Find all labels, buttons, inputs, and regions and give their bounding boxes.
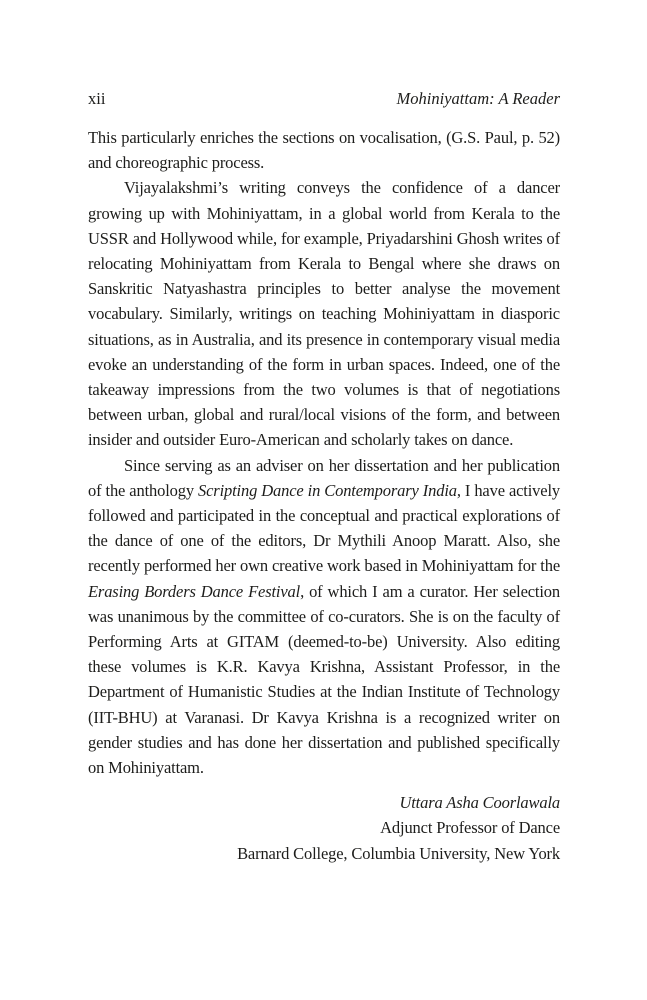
signature-affiliation: Barnard College, Columbia University, New York [237, 843, 560, 863]
text-segment: , of which I am a curator. Her selection was unanimous by the committee of co-curators. She is on the faculty of Performing Arts at GITAM (deemed-to-be) University. Also editing these volumes is K.R. Kavya Krishna, Assistant Professor, in the Department of Humanistic Studies at the Indian Institute of Technology (IIT-BHU) at Varanasi. Dr Kavya Krishna is a recognized writer on gender studies and has done her dissertation and published specifically on Mohiniyattam. [88, 581, 561, 778]
signature-title: Adjunct Professor of Dance [380, 818, 560, 838]
paragraph [88, 125, 560, 175]
text-segment: This particularly enriches the sections on vocalisation, (G.S. Paul, p. 52) and choreographic process. [88, 128, 560, 173]
signature-name: Uttara Asha Coorlawala [399, 793, 560, 813]
body-paragraphs [88, 125, 560, 780]
italic-text-segment: Erasing Borders Dance Festival [88, 581, 301, 601]
page-number: xii [88, 89, 106, 108]
paragraph [88, 453, 560, 781]
text-segment: Vijayalakshmi’s writing conveys the confidence of a dancer growing up with Mohiniyattam, in a global world from Kerala to the USSR and Hollywood while, for example, Priyadarshini Ghosh writes of relocating Mohiniyattam from Kerala to Bengal where she draws on Sanskritic Natyashastra principles to better analyse the movement vocabulary. Similarly, writings on teaching Mohiniyattam in diasporic situations, as in Australia, and its presence in contemporary visual media evoke an understanding of the form in urban spaces. Indeed, one of the takeaway impressions from the two volumes is that of negotiations between urban, global and rural/local visions of the form, and between insider and outsider Euro-American and scholarly takes on dance. [88, 178, 560, 450]
running-header [88, 86, 560, 111]
running-title: Mohiniyattam: A Reader [396, 89, 560, 108]
signature-block [88, 790, 560, 866]
text-segment: , I have actively followed and participated in the conceptual and practical explorations of the dance of one of the editors, Dr Mythili Anoop Maratt. Also, she recently performed her own creative work based in Mohiniyattam for the [88, 480, 560, 576]
italic-text-segment: Scripting Dance in Contemporary India [198, 480, 457, 500]
text-segment: Since serving as an adviser on her dissertation and her publication of the anthology [88, 455, 560, 500]
paragraph [88, 175, 560, 452]
